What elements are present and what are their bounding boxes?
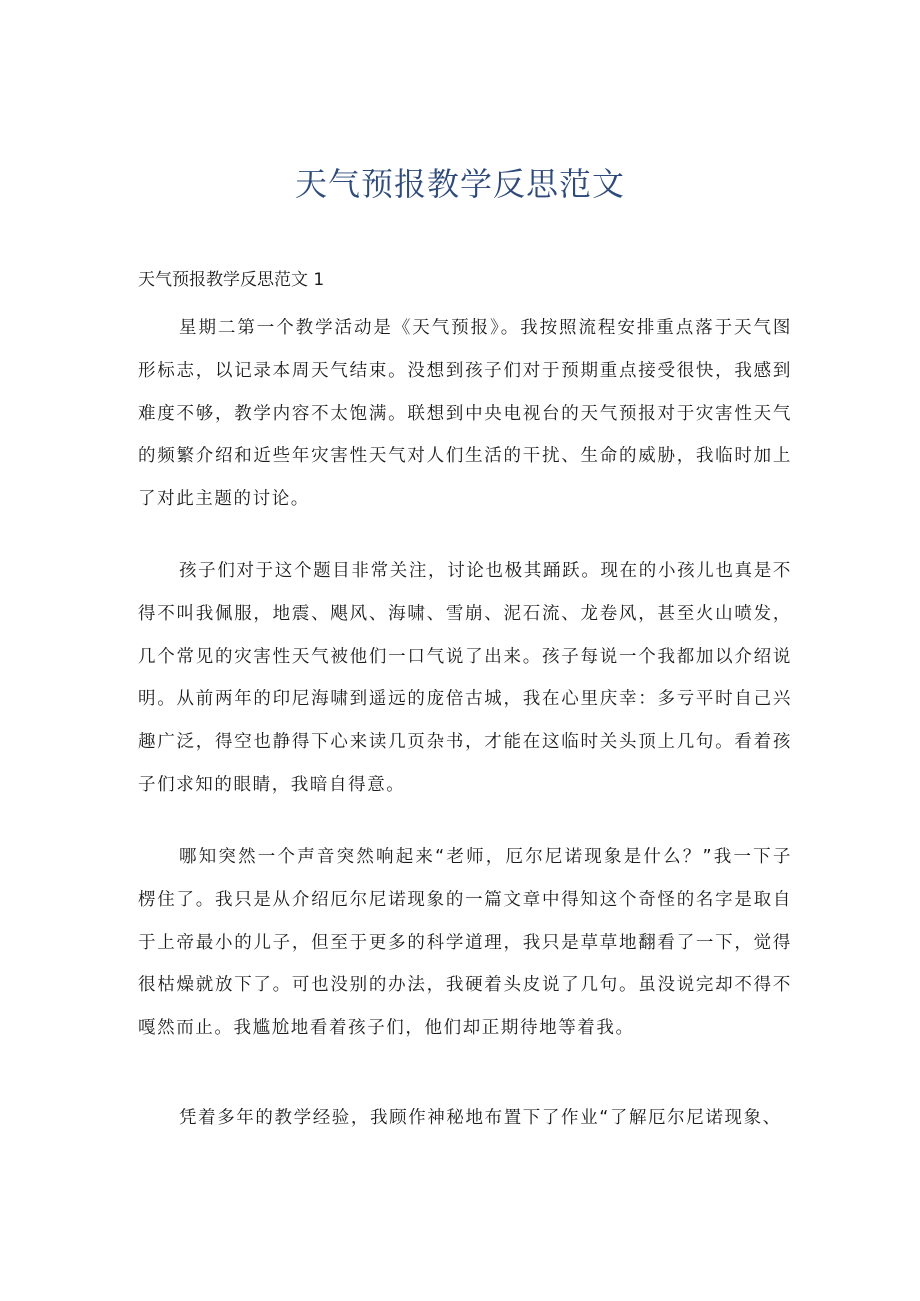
paragraph: 哪知突然一个声音突然响起来“老师，厄尔尼诺现象是什么？”我一下子楞住了。我只是从介绍厄尔尼诺现象的一篇文章中得知这个奇怪的名字是取自于上帝最小的儿子，但至于更多的科学道理，我只是草草地翻看了一下，觉得很枯燥就放下了。可也没别的办法，我硬着头皮说了几句。虽没说完却不得不嘎然而止。我尴尬地看着孩子们，他们却正期待地等着我。 (138, 847, 792, 1039)
paragraph: 星期二第一个教学活动是《天气预报》。我按照流程安排重点落于天气图形标志，以记录本周天气结束。没想到孩子们对于预期重点接受很快，我感到难度不够，教学内容不太饱满。联想到中央电视台的天气预报对于灾害性天气的频繁介绍和近些年灾害性天气对人们生活的干扰、生命的威胁，我临时加上了对此主题的讨论。 (138, 318, 792, 510)
section-heading: 天气预报教学反思范文 1 (138, 270, 325, 290)
paragraph: 凭着多年的教学经验，我顾作神秘地布置下了作业“了解厄尔尼诺现象、 (179, 1108, 782, 1128)
paragraph: 孩子们对于这个题目非常关注，讨论也极其踊跃。现在的小孩儿也真是不得不叫我佩服，地震、飓风、海啸、雪崩、泥石流、龙卷风，甚至火山喷发，几个常见的灾害性天气被他们一口气说了出来。孩子每说一个我都加以介绍说明。从前两年的印尼海啸到遥远的庞倍古城，我在心里庆幸：多亏平时自己兴趣广泛，得空也静得下心来读几页杂书，才能在这临时关头顶上几句。看着孩子们求知的眼睛，我暗自得意。 (138, 561, 792, 795)
document-title: 天气预报教学反思范文 (294, 165, 625, 203)
